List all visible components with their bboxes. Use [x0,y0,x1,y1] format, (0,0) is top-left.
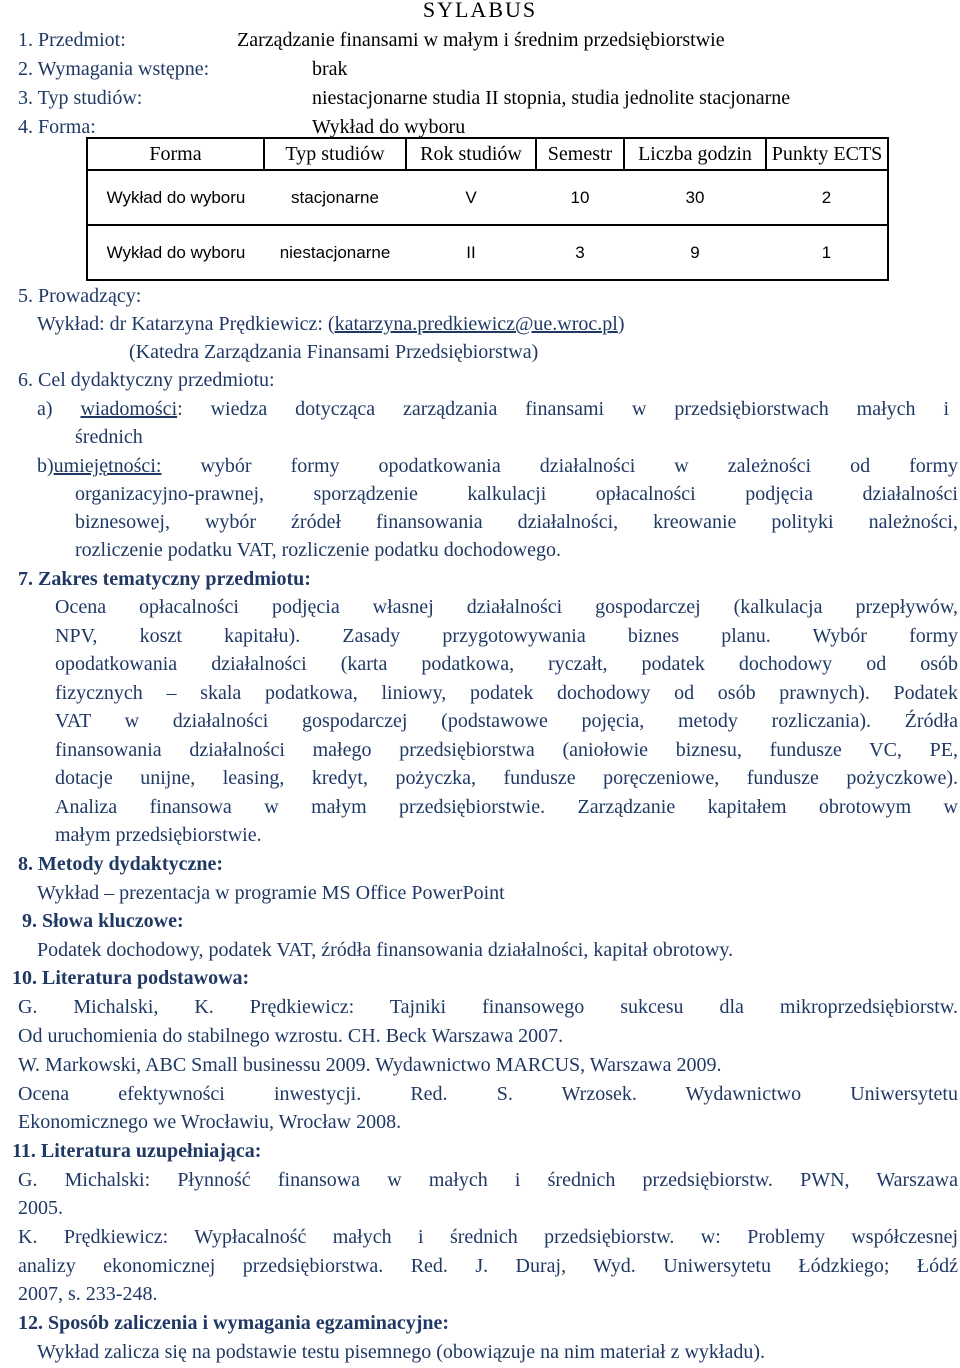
table-cell: 3 [536,225,624,280]
table-cell: Wykład do wyboru [87,170,264,225]
requirements-value: brak [312,58,348,80]
keywords-label: 9. Słowa kluczowe: [22,910,184,932]
objective-a-line [37,397,949,421]
table-cell: II [406,225,536,280]
assessment-value: Wykład zalicza się na podstawie testu pisemnego (obowiązuje na nim materiał z wykładu). [37,1341,765,1363]
table-header: Typ studiów [264,138,406,170]
objective-a-prefix: a) [37,398,53,420]
table-cell: niestacjonarne [264,225,406,280]
objective-b-line3: biznesowej, wybór źródeł finansowania działalności, kreowanie polityki należności, [75,511,958,533]
scope-line: VAT w działalności gospodarczej (podstawowe pojęcia, metody rozliczania). Źródła [55,710,958,732]
table-header: Punkty ECTS [766,138,888,170]
scope-line: finansowania działalności małego przedsiębiorstwa (aniołowie biznesu, fundusze VC, PE, [55,739,958,761]
lecturer-paren: ) [617,313,625,335]
objective-b-line2: organizacyjno-prawnej, sporządzenie kalkulacji opłacalności podjęcia działalności [75,483,958,505]
course-form-table [86,137,889,281]
supplementary-literature-line: 2007, s. 233-248. [18,1283,158,1305]
scope-line: dotacje unijne, leasing, kredyt, pożyczka, fundusze poręczeniowe, fundusze pożyczkowe). [55,767,958,789]
table-header: Forma [87,138,264,170]
scope-line: Analiza finansowa w małym przedsiębiorstwie. Zarządzanie kapitałem obrotowym w [55,796,958,818]
form-label: 4. Forma: [18,116,96,138]
objective-b-line [37,454,958,478]
basic-literature-line: Ekonomicznego we Wrocławiu, Wrocław 2008. [18,1111,402,1133]
basic-literature-label: 10. Literatura podstawowa: [12,967,250,989]
subject-value: Zarządzanie finansami w małym i średnim przedsiębiorstwie [237,29,725,51]
objective-b-text: wybór formy opodatkowania działalności w zależności od formy [200,455,959,477]
scope-line: opodatkowania działalności (karta podatkowa, ryczałt, podatek dochodowy od osób [55,653,958,675]
objective-b-prefix: b) [37,455,54,477]
subject-label: 1. Przedmiot: [18,29,126,51]
supplementary-literature-line: 2005. [18,1197,63,1219]
table-row [87,225,888,280]
study-type-value: niestacjonarne studia II stopnia, studia jednolite stacjonarne [312,87,791,109]
objective-b-key: umiejętności: [53,455,162,477]
objective-label: 6. Cel dydaktyczny przedmiotu: [18,369,275,391]
objective-a-key: wiadomości [80,398,178,420]
table-cell: 10 [536,170,624,225]
table-cell: V [406,170,536,225]
methods-label: 8. Metody dydaktyczne: [18,853,223,875]
table-cell: Wykład do wyboru [87,225,264,280]
basic-literature-line: Ocena efektywności inwestycji. Red. S. Wrzosek. Wydawnictwo Uniwersytetu [18,1083,958,1105]
table-cell: 2 [766,170,888,225]
objective-a-text: : wiedza dotycząca zarządzania finansami w przedsiębiorstwach małych i [177,398,950,420]
lecturer-name: Wykład: dr Katarzyna Prędkiewicz: ( [37,313,335,335]
lecturer-department: (Katedra Zarządzania Finansami Przedsiębiorstwa) [129,341,539,363]
assessment-label: 12. Sposób zaliczenia i wymagania egzaminacyjne: [18,1312,450,1334]
supplementary-literature-label: 11. Literatura uzupełniająca: [12,1140,262,1162]
table-header-row [87,138,888,170]
basic-literature-line: Od uruchomienia do stabilnego wzrostu. CH. Beck Warszawa 2007. [18,1025,564,1047]
supplementary-literature-line: G. Michalski: Płynność finansowa w małych i średnich przedsiębiorstw. PWN, Warszawa [18,1169,958,1191]
study-type-label: 3. Typ studiów: [18,87,143,109]
keywords-value: Podatek dochodowy, podatek VAT, źródła finansowania działalności, kapitał obrotowy. [37,939,734,961]
methods-value: Wykład – prezentacja w programie MS Office PowerPoint [37,882,505,904]
table-header: Liczba godzin [624,138,766,170]
scope-line: małym przedsiębiorstwie. [55,824,262,846]
table-row [87,170,888,225]
lecturer-email-link[interactable]: katarzyna.predkiewicz@ue.wroc.pl [334,313,618,335]
table-cell: 1 [766,225,888,280]
scope-label: 7. Zakres tematyczny przedmiotu: [18,568,311,590]
table-cell: 9 [624,225,766,280]
basic-literature-line: G. Michalski, K. Prędkiewicz: Tajniki finansowego sukcesu dla mikroprzedsiębiorstw. [18,996,958,1018]
objective-a-line2: średnich [75,426,143,448]
table-cell: stacjonarne [264,170,406,225]
supplementary-literature-line: analizy ekonomicznej przedsiębiorstwa. Red. J. Duraj, Wyd. Uniwersytetu Łódzkiego; Łódź [18,1255,958,1277]
table-header: Rok studiów [406,138,536,170]
objective-b-line4: rozliczenie podatku VAT, rozliczenie podatku dochodowego. [75,539,561,561]
form-value: Wykład do wyboru [312,116,466,138]
scope-line: NPV, koszt kapitału). Zasady przygotowywania biznes planu. Wybór formy [55,625,958,647]
requirements-label: 2. Wymagania wstępne: [18,58,210,80]
lecturer-label: 5. Prowadzący: [18,285,142,307]
table-header: Semestr [536,138,624,170]
basic-literature-line: W. Markowski, ABC Small businessu 2009. Wydawnictwo MARCUS, Warszawa 2009. [18,1054,722,1076]
scope-line: Ocena opłacalności podjęcia własnej działalności gospodarczej (kalkulacja przepływów, [55,596,958,618]
scope-line: fizycznych – skala podatkowa, liniowy, podatek dochodowy od osób prawnych). Podatek [55,682,958,704]
table-cell: 30 [624,170,766,225]
lecturer-line [37,312,625,336]
document-title: SYLABUS [422,0,538,22]
supplementary-literature-line: K. Prędkiewicz: Wypłacalność małych i średnich przedsiębiorstw. w: Problemy współczesnej [18,1226,958,1248]
